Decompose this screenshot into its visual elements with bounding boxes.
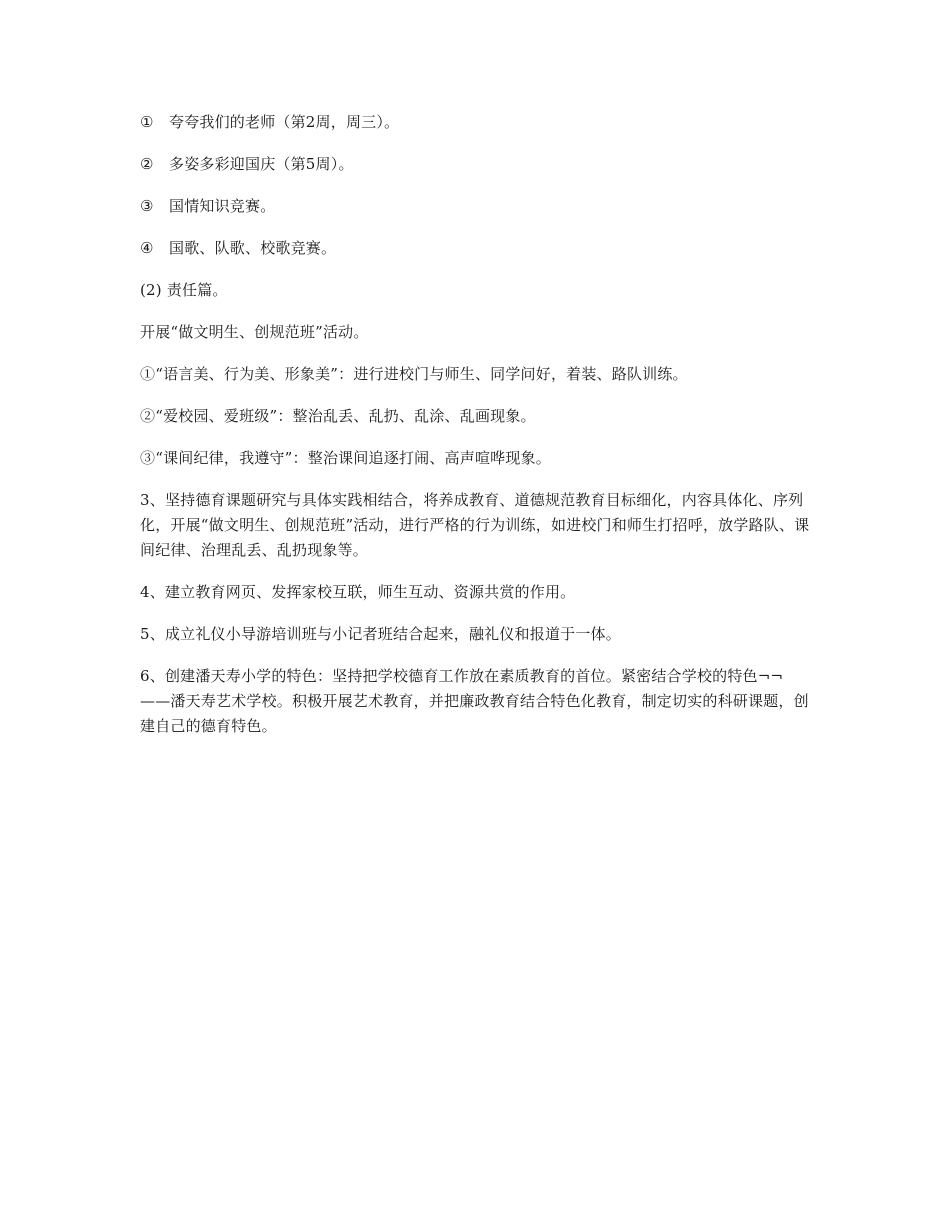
list-item: [140, 236, 812, 261]
list-item-text: 夸夸我们的老师（第2周，周三）。: [169, 113, 400, 131]
circled-number: ①: [140, 113, 154, 131]
list-item: [140, 194, 812, 219]
paragraph: 5、成立礼仪小导游培训班与小记者班结合起来，融礼仪和报道于一体。: [140, 625, 621, 643]
paragraph: 4、建立教育网页、发挥家校互联，师生互动、资源共赏的作用。: [140, 583, 576, 601]
list-item-text: 国情知识竞赛。: [169, 197, 276, 215]
paragraph: 开展“做文明生、创规范班”活动。: [140, 323, 369, 341]
paragraph: 3、坚持德育课题研究与具体实践相结合，将养成教育、道德规范教育目标细化，内容具体化、序列化，开展“做文明生、创规范班”活动，进行严格的行为训练，如进校门和师生打招呼，放学路队、课间纪律、治理乱丢、乱扔现象等。: [140, 491, 810, 559]
paragraph: 6、创建潘天寿小学的特色：坚持把学校德育工作放在素质教育的首位。紧密结合学校的特色¬¬——潘天寿艺术学校。积极开展艺术教育，并把廉政教育结合特色化教育，制定切实的科研课题，创建自己的德育特色。: [140, 667, 809, 735]
circled-number: ④: [140, 239, 154, 257]
sub-item: ①“语言美、行为美、形象美”：进行进校门与师生、同学问好，着装、路队训练。: [140, 365, 688, 383]
circled-number: ②: [140, 155, 154, 173]
sub-item: ②“爱校园、爱班级”：整治乱丢、乱扔、乱涂、乱画现象。: [140, 407, 536, 425]
list-item-text: 国歌、队歌、校歌竞赛。: [169, 239, 337, 257]
section-heading: (2) 责任篇。: [140, 281, 228, 299]
list-item: [140, 152, 812, 177]
list-item-text: 多姿多彩迎国庆（第5周）。: [169, 155, 354, 173]
list-item: [140, 110, 812, 135]
document-page: [140, 110, 812, 756]
sub-item: ③“课间纪律，我遵守”：整治课间追逐打闹、高声喧哗现象。: [140, 449, 551, 467]
circled-number: ③: [140, 197, 154, 215]
